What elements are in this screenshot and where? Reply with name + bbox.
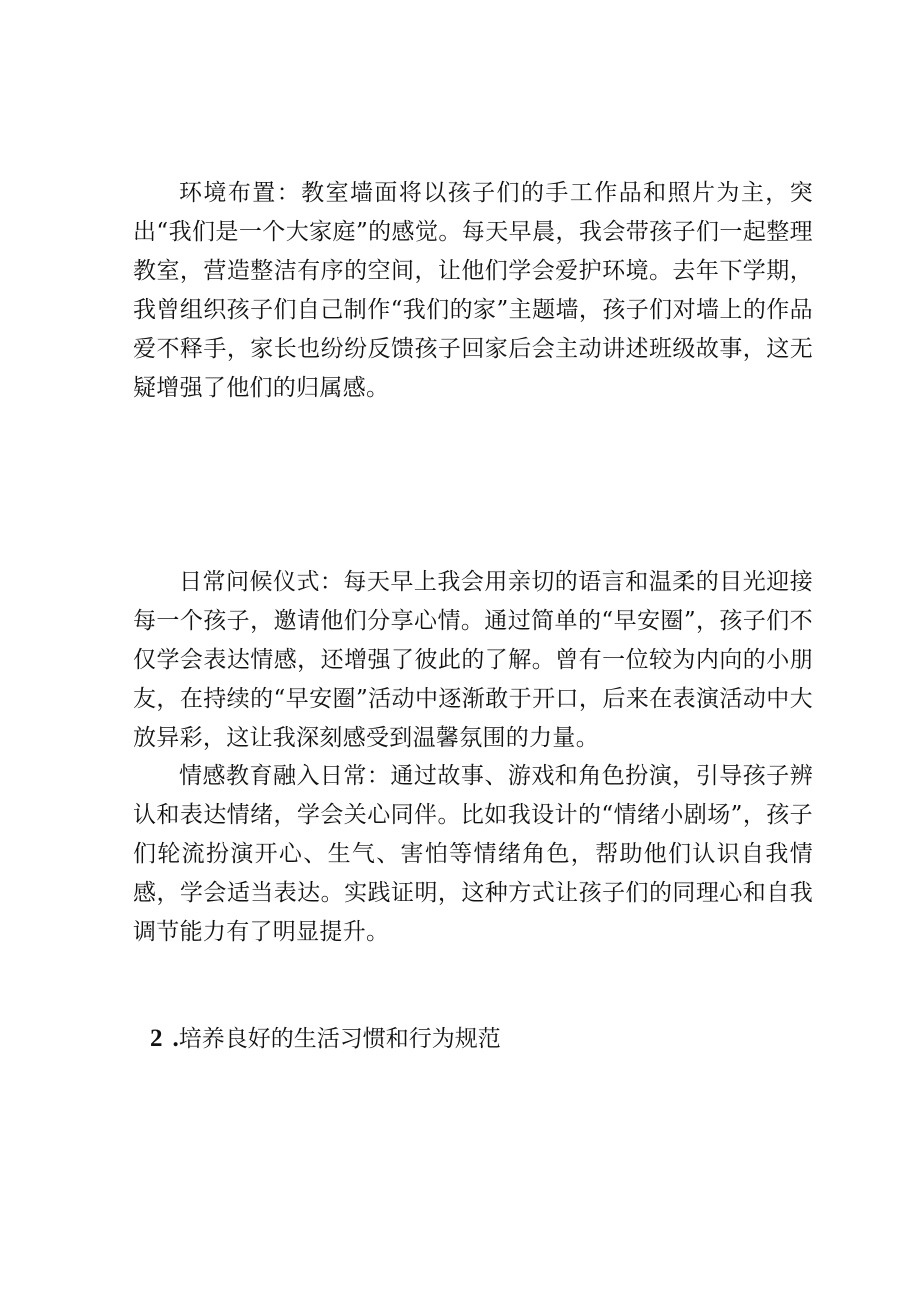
section-number: 2 [150,1025,163,1052]
section-heading [150,1019,501,1059]
section-number-separator: . [172,1025,179,1052]
paragraph-environment-setup: 环境布置：教室墙面将以孩子们的手工作品和照片为主，突出“我们是一个大家庭”的感觉。每天早晨，我会带孩子们一起整理教室，营造整洁有序的空间，让他们学会爱护环境。去年下学期，我曾组织孩子们自己制作“我们的家”主题墙，孩子们对墙上的作品爱不释手，家长也纷纷反馈孩子回家后会主动讲述班级故事，这无疑增强了他们的归属感。 [133,180,813,401]
section-title: 培养良好的生活习惯和行为规范 [178,1026,501,1052]
paragraph-daily-greeting: 日常问候仪式：每天早上我会用亲切的语言和温柔的目光迎接每一个孩子，邀请他们分享心情。通过简单的“早安圈”，孩子们不仅学会表达情感，还增强了彼此的了解。曾有一位较为内向的小朋友，在持续的“早安圈”活动中逐渐敢于开口，后来在表演活动中大放异彩，这让我深刻感受到温馨氛围的力量。 [133,569,813,751]
paragraph-emotional-education: 情感教育融入日常：通过故事、游戏和角色扮演，引导孩子辨认和表达情绪，学会关心同伴。比如我设计的“情绪小剧场”，孩子们轮流扮演开心、生气、害怕等情绪角色，帮助他们认识自我情感，学会适当表达。实践证明，这种方式让孩子们的同理心和自我调节能力有了明显提升。 [133,763,813,945]
